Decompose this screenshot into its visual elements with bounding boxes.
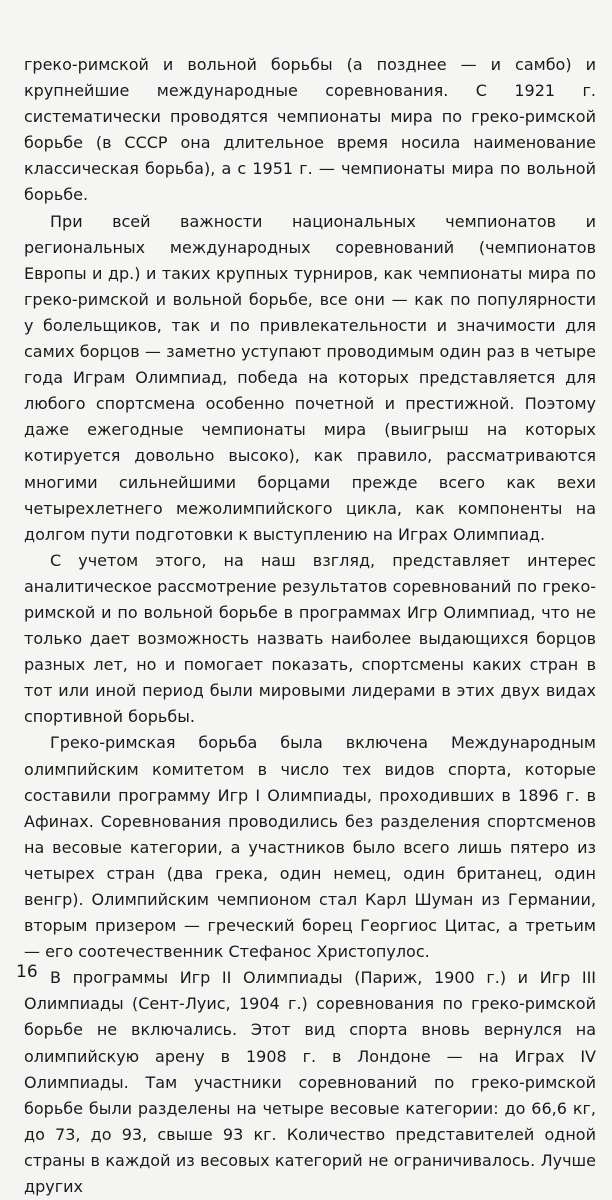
paragraph-5: В программы Игр II Олимпиады (Париж, 1900 г.) и Игр III Олимпиады (Сент-Луис, 1904 г.) соревнования по греко-римской борьбе не включались. Этот вид спорта вновь вернулся на олимпийскую арену в 1908 г. в Лондоне — на Играх IV Олимпиады. Там участники соревнований по греко-римской борьбе были разделены на четыре весовые категории: до 66,6 кг, до 73, до 93, свыше 93 кг. Количество представителей одной страны в каждой из весовых категорий не ограничивалось. Лучше других (24, 968, 596, 1197)
paragraph-3: С учетом этого, на наш взгляд, представляет интерес аналитическое рассмотрение результатов соревнований по греко-римской и по вольной борьбе в программах Игр Олимпиад, что не только дает возможность назвать наиболее выдающихся борцов разных лет, но и помогает показать, спортсмены каких стран в тот или иной период были мировыми лидерами в этих двух видах спортивной борьбы. (24, 550, 596, 727)
paragraph-1: греко-римской и вольной борьбы (а позднее — и самбо) и крупнейшие международные соревнования. С 1921 г. систематически проводятся чемпионаты мира по греко-римской борьбе (в СССР она длительное время носила наименование классическая борьба), а с 1951 г. — чемпионаты мира по вольной борьбе. (24, 55, 596, 205)
paragraph-4: Греко-римская борьба была включена Международным олимпийским комитетом в число тех видов спорта, которые составили программу Игр I Олимпиады, проходивших в 1896 г. в Афинах. Соревнования проводились без разделения спортсменов на весовые категории, а участников было всего лишь пятеро из четырех стран (два грека, один немец, один британец, один венгр). Олимпийским чемпионом стал Карл Шуман из Германии, вторым призером — греческий борец Георгиос Цитас, а третьим — его соотечественник Стефанос Христопулос. (24, 733, 596, 962)
page-number: 16 (16, 962, 38, 982)
paragraph-2: При всей важности национальных чемпионатов и региональных международных соревнований (чемпионатов Европы и др.) и таких крупных турниров, как чемпионаты мира по греко-римской и вольной борьбе, все они — как по популярности у болельщиков, так и по привлекательности и значимости для самих борцов — заметно уступают проводимым один раз в четыре года Играм Олимпиад, победа на которых представляется для любого спортсмена особенно почетной и престижной. Поэтому даже ежегодные чемпионаты мира (выигрыш на которых котируется довольно высоко), как правило, рассматриваются многими сильнейшими борцами прежде всего как вехи четырехлетнего межолимпийского цикла, как компоненты на долгом пути подготовки к выступлению на Играх Олимпиад. (24, 211, 596, 544)
body-text (24, 52, 596, 1200)
